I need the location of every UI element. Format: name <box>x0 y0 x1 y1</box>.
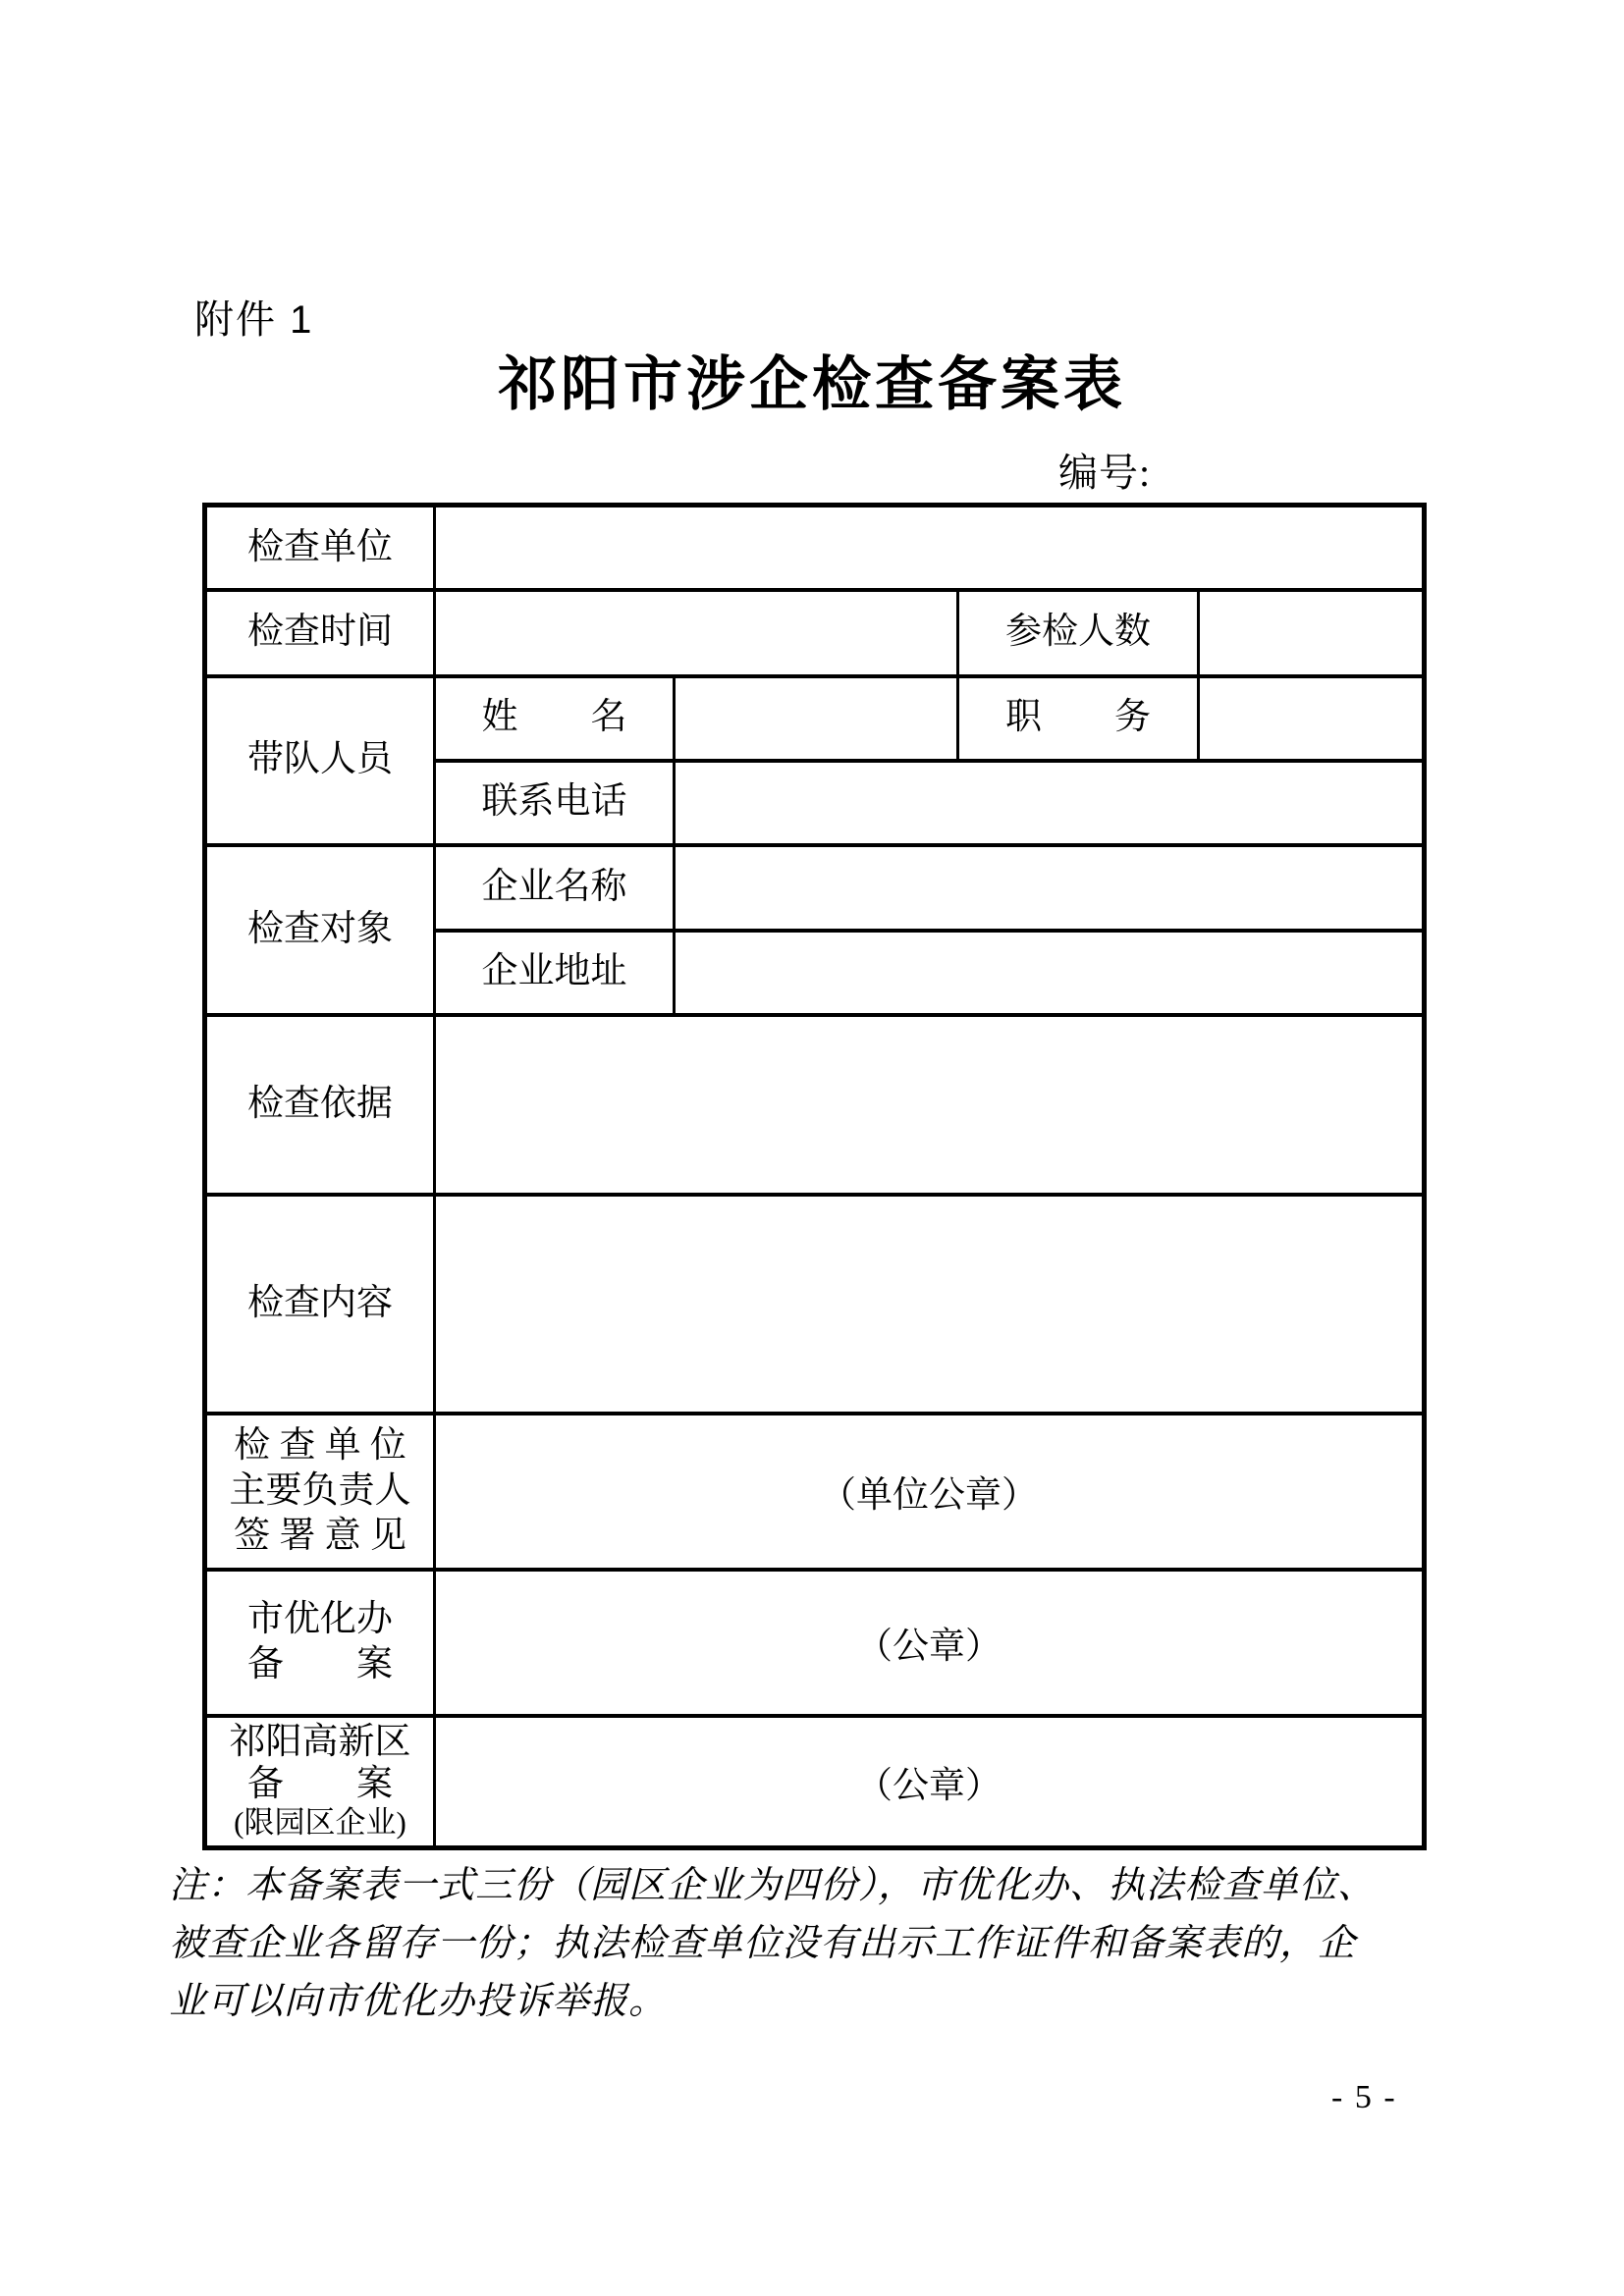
footnote-line: 业可以向市优化办投诉举报。 <box>169 1981 668 2022</box>
filing-form-table <box>202 503 1427 1850</box>
page-title: 祁阳市涉企检查备案表 <box>498 352 1126 417</box>
label-inspection-basis: 检查依据 <box>205 1015 435 1195</box>
label-company-name: 企业名称 <box>435 845 675 931</box>
inspection-basis-value <box>435 1015 1425 1195</box>
unit-seal-area: （单位公章） <box>435 1414 1425 1570</box>
label-hightech-zone-filing <box>205 1716 435 1848</box>
participants-value <box>1199 590 1425 676</box>
label-name: 姓 名 <box>435 676 675 761</box>
table-row <box>205 1414 1425 1570</box>
table-row <box>205 1570 1425 1716</box>
attachment-label: 附件 1 <box>194 298 314 342</box>
table-row <box>205 506 1425 590</box>
page-number: - 5 - <box>1331 2079 1397 2115</box>
label-line: 祁阳高新区 <box>229 1722 411 1763</box>
footnote-line: 注：本备案表一式三份（园区企业为四份），市优化办、执法检查单位、 <box>169 1865 1377 1906</box>
label-inspection-time: 检查时间 <box>205 590 435 676</box>
label-line: 市优化办 <box>247 1598 393 1639</box>
label-line: 签 署 意 见 <box>234 1516 406 1557</box>
footnote <box>169 1857 1475 2031</box>
name-value <box>675 676 958 761</box>
position-value <box>1199 676 1425 761</box>
table-row <box>205 1015 1425 1195</box>
table-row <box>205 1195 1425 1414</box>
label-inspection-target: 检查对象 <box>205 845 435 1015</box>
label-line: (限园区企业) <box>234 1805 406 1841</box>
label-inspection-content: 检查内容 <box>205 1195 435 1414</box>
table-row <box>205 1716 1425 1848</box>
label-team-leader: 带队人员 <box>205 676 435 845</box>
label-phone: 联系电话 <box>435 761 675 845</box>
label-city-office-filing <box>205 1570 435 1716</box>
label-position: 职 务 <box>958 676 1199 761</box>
footnote-line: 被查企业各留存一份；执法检查单位没有出示工作证件和备案表的，企 <box>169 1923 1357 1964</box>
phone-value <box>675 761 1425 845</box>
inspection-content-value <box>435 1195 1425 1414</box>
serial-number-label: 编号: <box>1058 451 1152 495</box>
zone-seal-area: （公章） <box>435 1716 1425 1848</box>
label-participants: 参检人数 <box>958 590 1199 676</box>
label-line: 主要负责人 <box>229 1469 411 1511</box>
city-office-seal-area: （公章） <box>435 1570 1425 1716</box>
company-address-value <box>675 931 1425 1015</box>
table-row <box>205 590 1425 676</box>
label-inspection-unit: 检查单位 <box>205 506 435 590</box>
table-row <box>205 845 1425 931</box>
label-line: 备 案 <box>247 1644 393 1684</box>
table-row <box>205 676 1425 761</box>
label-company-address: 企业地址 <box>435 931 675 1015</box>
label-line: 检 查 单 位 <box>234 1424 406 1466</box>
company-name-value <box>675 845 1425 931</box>
label-line: 备 案 <box>247 1763 393 1804</box>
inspection-unit-value <box>435 506 1425 590</box>
inspection-time-value <box>435 590 958 676</box>
label-unit-leader-opinion <box>205 1414 435 1570</box>
